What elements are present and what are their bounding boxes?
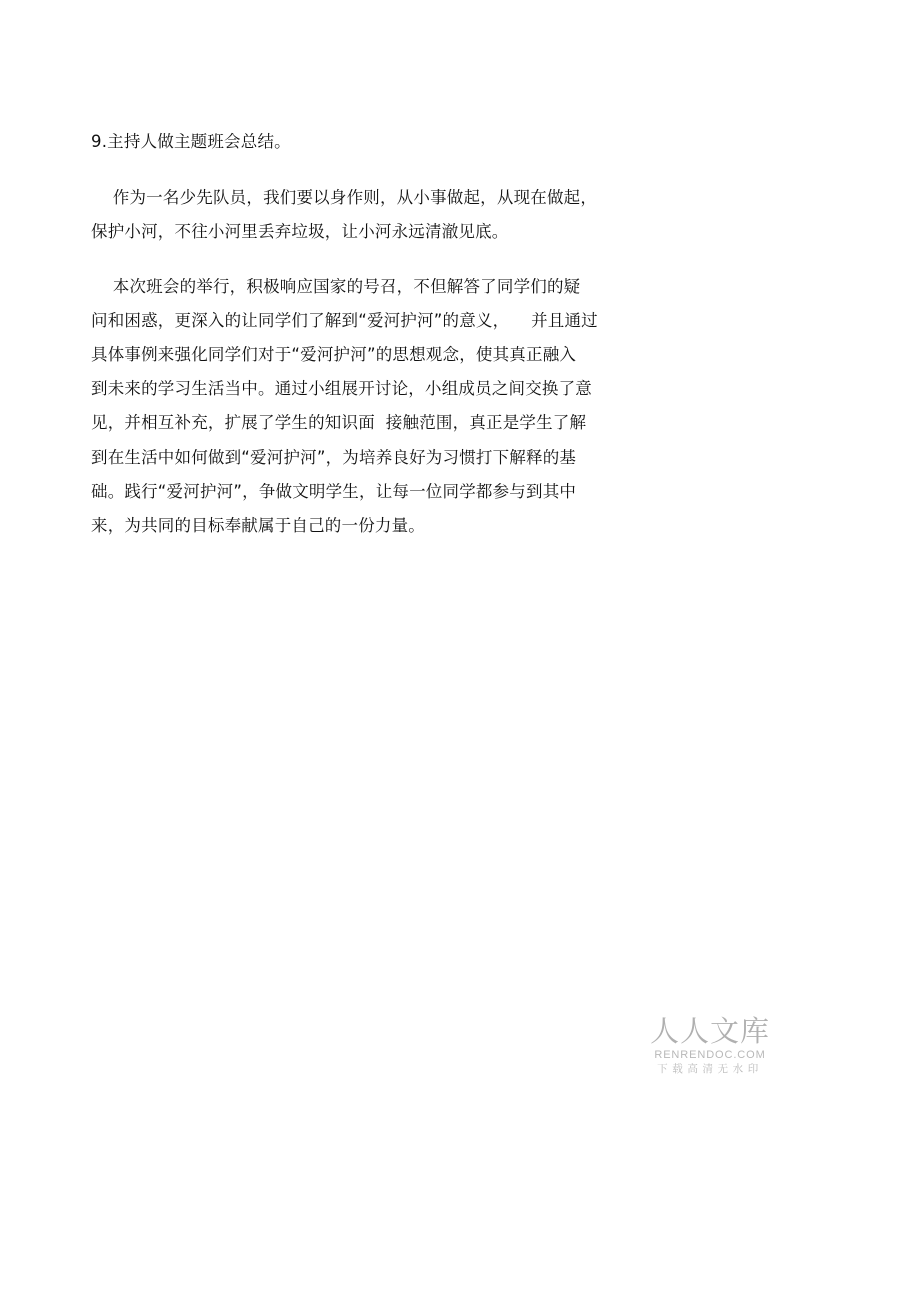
watermark-logo: [648, 1014, 772, 1077]
paragraph1-line-1: 作为一名少先队员，我们要以身作则，从小事做起，从现在做起，: [91, 188, 598, 207]
paragraph2-line-4: 到未来的学习生活当中。通过小组展开讨论，小组成员之间交换了意: [91, 379, 592, 398]
watermark-title: 人人文库: [649, 1014, 770, 1048]
paragraph2-line-8: 来，为共同的目标奉献属于自己的一份力量。: [91, 516, 425, 535]
paragraph2-line-3: 具体事例来强化同学们对于“爱河护河”的思想观念，使其真正融入: [91, 345, 577, 364]
paragraph2-line-2: 问和困惑，更深入的让同学们了解到“爱河护河”的意义， 并且通过: [91, 311, 598, 330]
paragraph2-line-5: 见，并相互补充，扩展了学生的知识面 接触范围，真正是学生了解: [91, 413, 587, 432]
watermark-domain: RENRENDOC.COM: [654, 1049, 766, 1061]
paragraph1-line-2: 保护小河，不往小河里丢弃垃圾，让小河永远清澈见底。: [91, 222, 509, 241]
paragraph2-line-7: 础。践行“爱河护河”，争做文明学生，让每一位同学都参与到其中: [91, 482, 577, 501]
paragraph2-line-1: 本次班会的举行，积极响应国家的号召，不但解答了同学们的疑: [91, 277, 581, 296]
watermark-subtitle: 下载高清无水印: [657, 1063, 763, 1075]
summary-heading: 9.主持人做主题班会总结。: [91, 132, 291, 151]
paragraph2-line-6: 到在生活中如何做到“爱河护河”，为培养良好为习惯打下解释的基: [91, 448, 577, 467]
